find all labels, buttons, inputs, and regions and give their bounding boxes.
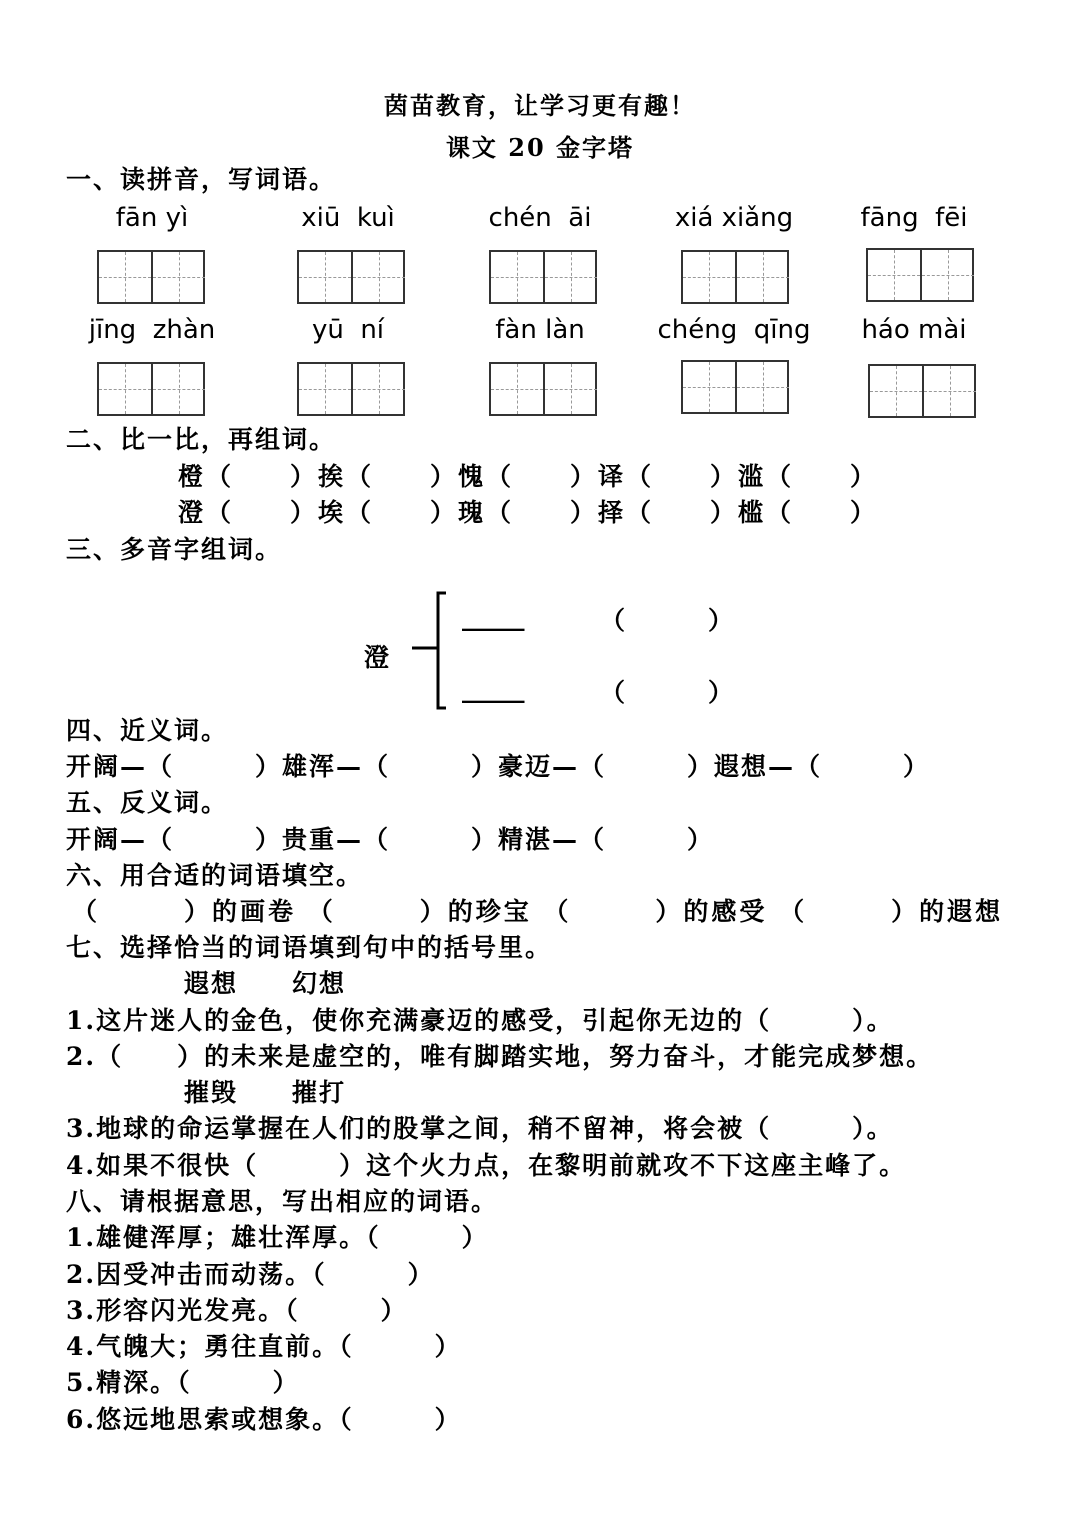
section7-heading: 七、选择恰当的词语填到句中的括号里。 (66, 933, 553, 962)
compare-line-1: 橙（ ）挨（ ）愧（ ）译（ ）滥（ ） (178, 462, 879, 491)
section4-heading: 四、近义词。 (66, 716, 229, 745)
writing-box-2[interactable] (297, 250, 405, 304)
definition-item-3: 3.形容闪光发亮。（ ） (66, 1296, 408, 1325)
paren-2: （ ） (600, 678, 736, 707)
definition-item-5: 5.精深。（ ） (66, 1368, 300, 1397)
question-7-1: 1.这片迷人的金色，使你充满豪迈的感受，引起你无边的（ ）。 (66, 1006, 894, 1035)
page-title: 课文 20 金字塔 (445, 133, 635, 162)
choice-words-1: 遐想 幻想 (184, 969, 347, 998)
pinyin-5: fāng fēi (860, 203, 968, 233)
antonym-line: 开阔—（ ）贵重—（ ）精湛—（ ） (66, 825, 715, 854)
brace-icon (408, 590, 448, 712)
pinyin-10: háo mài (861, 315, 967, 345)
pinyin-6: jīng zhàn (88, 315, 216, 345)
writing-box-1[interactable] (97, 250, 205, 304)
pinyin-1: fān yì (115, 203, 189, 233)
section5-heading: 五、反义词。 (66, 788, 229, 817)
choice-words-2: 摧毁 摧打 (184, 1078, 347, 1107)
writing-box-8[interactable] (489, 362, 597, 416)
compare-line-2: 澄（ ）埃（ ）瑰（ ）择（ ）槛（ ） (178, 498, 879, 527)
fill-line: （ ）的画卷 （ ）的珍宝 （ ）的感受 （ ）的遐想 (72, 897, 1004, 926)
section2-heading: 二、比一比，再组词。 (66, 425, 337, 454)
writing-box-9[interactable] (681, 360, 789, 414)
slogan: 茵苗教育，让学习更有趣！ (384, 91, 696, 120)
definition-item-1: 1.雄健浑厚；雄壮浑厚。（ ） (66, 1223, 489, 1252)
paren-1: （ ） (600, 606, 736, 635)
writing-box-4[interactable] (681, 250, 789, 304)
synonym-line: 开阔—（ ）雄浑—（ ）豪迈—（ ）遐想—（ ） (66, 752, 931, 781)
definition-item-6: 6.悠远地思索或想象。（ ） (66, 1405, 462, 1434)
dash-line-2: _____ (462, 674, 525, 703)
question-7-4: 4.如果不很快（ ）这个火力点，在黎明前就攻不下这座主峰了。 (66, 1151, 907, 1180)
question-7-2: 2.（ ）的未来是虚空的，唯有脚踏实地，努力奋斗，才能完成梦想。 (66, 1042, 934, 1071)
pinyin-8: fàn làn (495, 315, 585, 345)
pinyin-9: chéng qīng (657, 315, 811, 345)
writing-box-5[interactable] (866, 248, 974, 302)
writing-box-3[interactable] (489, 250, 597, 304)
definition-item-4: 4.气魄大；勇往直前。（ ） (66, 1332, 462, 1361)
pinyin-3: chén āi (488, 203, 592, 233)
writing-box-10[interactable] (868, 364, 976, 418)
definition-item-2: 2.因受冲击而动荡。（ ） (66, 1260, 435, 1289)
polyphone-char: 澄 (364, 643, 392, 672)
question-7-3: 3.地球的命运掌握在人们的股掌之间，稍不留神，将会被（ ）。 (66, 1114, 894, 1143)
writing-box-6[interactable] (97, 362, 205, 416)
dash-line-1: _____ (462, 602, 525, 631)
section1-heading: 一、读拼音，写词语。 (66, 165, 337, 194)
pinyin-7: yū ní (311, 315, 385, 345)
section8-heading: 八、请根据意思，写出相应的词语。 (66, 1187, 499, 1216)
section6-heading: 六、用合适的词语填空。 (66, 861, 364, 890)
pinyin-4: xiá xiǎng (674, 203, 794, 233)
writing-box-7[interactable] (297, 362, 405, 416)
section3-heading: 三、多音字组词。 (66, 535, 283, 564)
pinyin-2: xiū kuì (301, 203, 395, 233)
